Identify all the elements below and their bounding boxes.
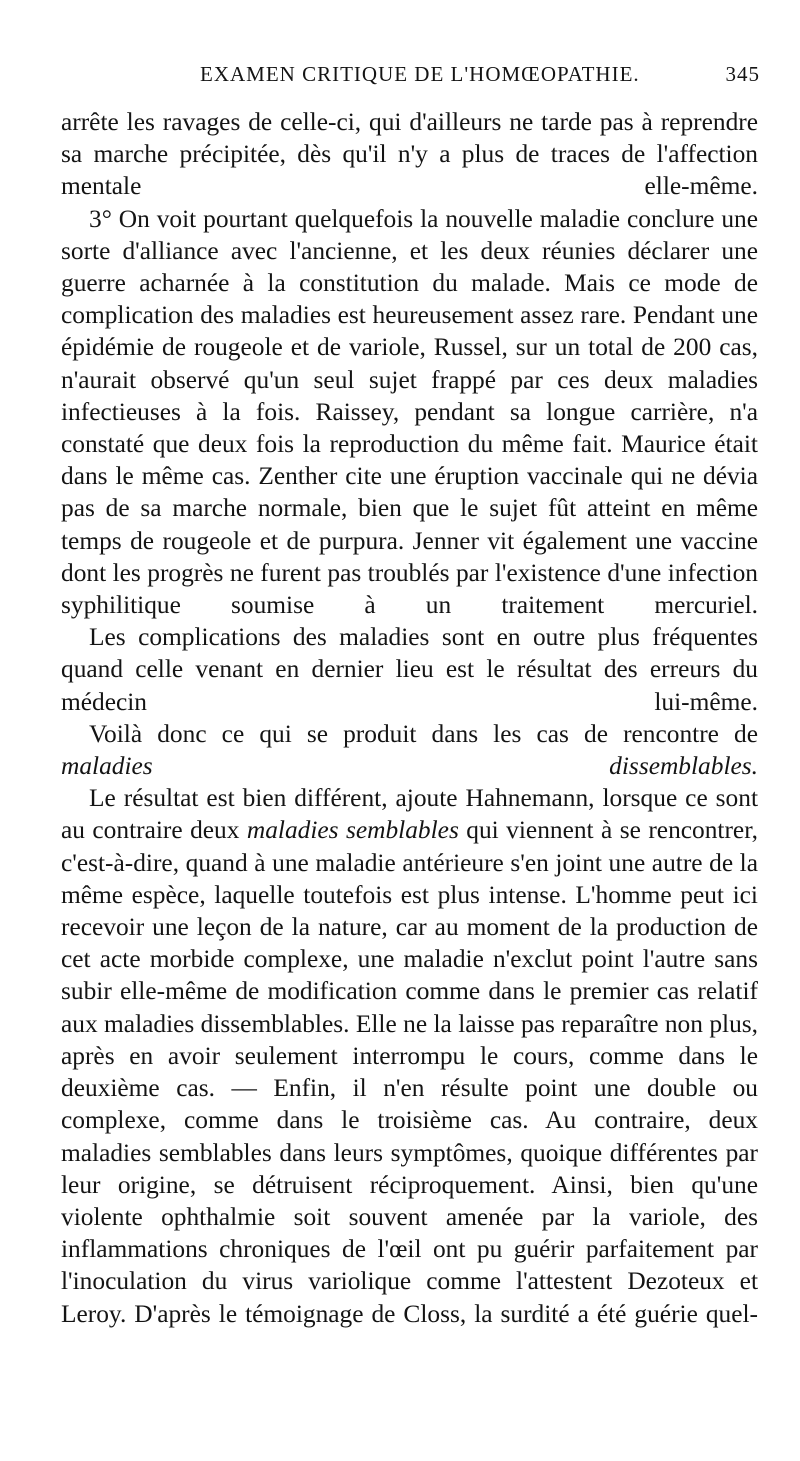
emphasis-dissimilar: maladies dissemblables.: [61, 752, 758, 781]
page-header: [60, 62, 760, 96]
running-title: EXAMEN CRITIQUE DE L'HOMŒOPATHIE.: [200, 62, 640, 86]
paragraph-dissimilar-diseases: Voilà donc ce qui se produit dans les cas de rencontre de maladies dissemblables.: [61, 719, 758, 781]
body-text: [61, 106, 758, 1330]
paragraph-medical-errors: Les complications des maladies sont en outre plus fréquentes quand celle venant en dernier lieu est le résultat des erreurs du médecin lui-même.: [61, 623, 758, 716]
paragraph-complication: 3° On voit pourtant quelquefois la nouvelle maladie conclure une sorte d'alliance avec l'ancienne, et les deux réunies déclarer une guerre acharnée à la constitution du malade. Mais ce mode de complication des maladies est heureusement assez rare. Pendant une épidémie de rougeole et de variole, Russel, sur un total de 200 cas, n'aurait observé qu'un seul sujet frappé par ces deux maladies infectieuses à la fois. Raissey, pendant sa longue carrière, n'a constaté que deux fois la reproduction du même fait. Maurice était dans le même cas. Zenther cite une éruption vaccinale qui ne dévia pas de sa marche normale, bien que le sujet fût atteint en même temps de rougeole et de purpura. Jenner vit également une vaccine dont les progrès ne furent pas troublés par l'existence d'une infection syphilitique soumise à un traitement mercuriel.: [61, 204, 758, 620]
paragraph-similar-diseases: Le résultat est bien différent, ajoute Hahnemann, lorsque ce sont au contraire deux maladies semblables qui viennent à se rencontrer, c'est-à-dire, quand à une maladie antérieure s'en joint une autre de la même espèce, laquelle toutefois est plus intense. L'homme peut ici recevoir une leçon de la nature, car au moment de la production de cet acte morbide complexe, une maladie n'exclut point l'autre sans subir elle-même de modification comme dans le premier cas relatif aux maladies dissemblables. Elle ne la laisse pas reparaître non plus, après en avoir seulement interrompu le cours, comme dans le deuxième cas. — Enfin, il n'en résulte point une double ou complexe, comme dans le troisième cas. Au contraire, deux maladies semblables dans leurs symptômes, quoique différentes par leur origine, se détruisent réciproquement. Ainsi, bien qu'une violente ophthalmie soit souvent amenée par la variole, des inflammations chroniques de l'œil ont pu guérir parfaitement par l'inoculation du virus variolique comme l'attestent Dezoteux et Leroy. D'après le témoignage de Closs, la surdité a été guérie quel-: [61, 784, 758, 1328]
emphasis-similar: maladies semblables: [246, 816, 459, 845]
page-number: 345: [725, 62, 760, 86]
paragraph-continuation: arrête les ravages de celle-ci, qui d'ailleurs ne tarde pas à reprendre sa marche précipitée, dès qu'il n'y a plus de traces de l'affection mentale elle-même.: [61, 108, 758, 201]
